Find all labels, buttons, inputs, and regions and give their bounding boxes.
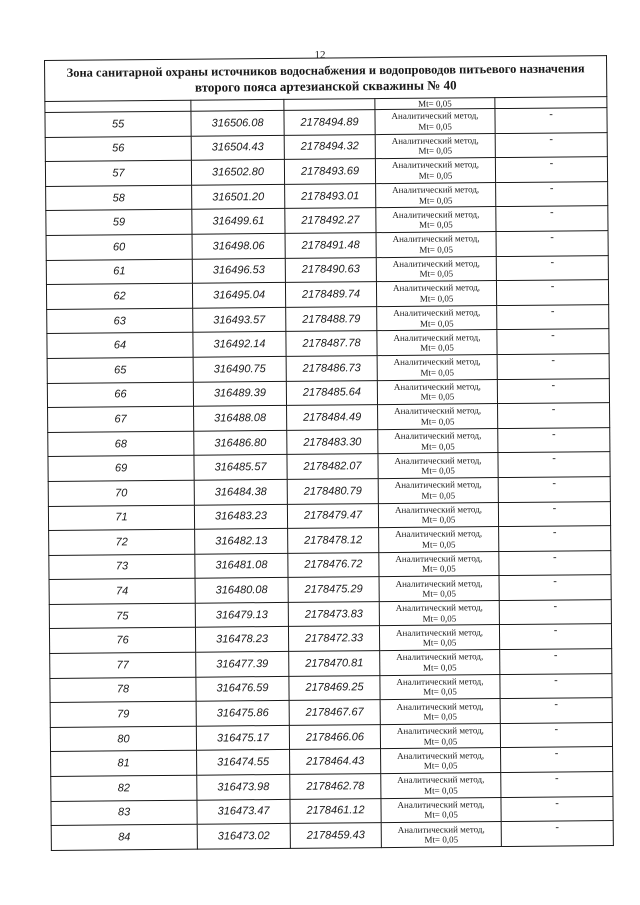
dash-cell: - xyxy=(501,747,613,773)
point-number: 58 xyxy=(46,185,192,211)
coordinate-x: 316486.80 xyxy=(194,430,287,455)
coordinate-x: 316493.57 xyxy=(193,307,286,332)
point-number: 63 xyxy=(47,308,193,334)
method-label: Аналитический метод, xyxy=(391,159,479,171)
method-label: Аналитический метод, xyxy=(391,110,479,122)
accuracy-label: Mt= 0,05 xyxy=(418,145,453,157)
point-number: 73 xyxy=(49,554,195,580)
method-label: Аналитический метод, xyxy=(393,307,481,319)
point-number: 79 xyxy=(50,701,196,727)
accuracy-label: Mt= 0,05 xyxy=(421,465,455,476)
method-label: Аналитический метод, xyxy=(397,749,485,761)
method-label: Аналитический метод, xyxy=(394,503,482,515)
coordinate-y: 2178487.78 xyxy=(286,331,377,356)
coordinate-x: 316477.39 xyxy=(196,651,289,676)
method-label: Аналитический метод, xyxy=(394,479,482,491)
coordinate-y: 2178469.25 xyxy=(289,675,380,700)
method-label: Аналитический метод, xyxy=(396,725,484,737)
point-number: 56 xyxy=(45,136,191,162)
accuracy-label: Mt= 0,05 xyxy=(422,613,457,624)
coordinate-x: 316473.47 xyxy=(197,799,290,824)
coordinate-x: 316492.14 xyxy=(193,332,286,357)
method-cell xyxy=(377,379,497,405)
method-label: Аналитический метод, xyxy=(397,799,485,810)
table-title-row xyxy=(45,56,607,102)
coordinate-y: 2178494.89 xyxy=(284,110,375,135)
method-cell xyxy=(381,748,501,774)
coordinate-y: 2178484.49 xyxy=(287,405,378,430)
point-number: 80 xyxy=(50,726,196,752)
method-cell xyxy=(381,822,501,848)
accuracy-label: Mt= 0,05 xyxy=(420,391,455,403)
method-cell xyxy=(378,404,498,430)
coordinate-y: 2178478.12 xyxy=(288,528,379,553)
accuracy-label: Mt= 0,05 xyxy=(420,342,454,353)
method-cell xyxy=(378,477,498,503)
coordinate-y: 2178467.67 xyxy=(289,700,380,725)
coordinate-y: 2178490.63 xyxy=(285,257,376,282)
dash-cell: - xyxy=(499,624,611,650)
point-number: 57 xyxy=(45,160,191,186)
dash-cell: - xyxy=(498,427,610,453)
method-label: Аналитический метод, xyxy=(394,454,482,466)
method-label: Аналитический метод, xyxy=(397,774,485,786)
dash-cell: - xyxy=(501,796,613,822)
dash-cell: - xyxy=(501,772,613,798)
accuracy-label: Mt= 0,05 xyxy=(419,244,454,255)
dash-cell: - xyxy=(498,501,610,527)
coordinate-x: 316484.38 xyxy=(194,479,287,504)
method-cell xyxy=(376,182,496,208)
coordinate-y: 2178473.83 xyxy=(288,601,379,626)
dash-cell: - xyxy=(495,108,607,134)
point-number: 66 xyxy=(47,382,193,408)
method-label: Аналитический метод, xyxy=(395,553,483,564)
dash-cell: - xyxy=(495,157,607,183)
method-cell xyxy=(378,502,498,528)
method-label: Аналитический метод, xyxy=(393,381,481,392)
dash-cell: - xyxy=(498,403,610,429)
method-cell xyxy=(379,551,499,577)
dash-cell: - xyxy=(496,231,608,257)
coordinate-x: 316474.55 xyxy=(197,750,290,775)
method-label: Аналитический метод, xyxy=(396,700,484,712)
coordinate-x: 316482.13 xyxy=(195,528,288,553)
coordinate-y: 2178485.64 xyxy=(286,380,377,405)
table-title-line-2: второго пояса артезианской скважины № 40 xyxy=(194,77,457,95)
coordinate-x: 316480.08 xyxy=(195,578,288,603)
method-cell xyxy=(377,305,497,331)
method-cell xyxy=(377,354,497,380)
accuracy-label: Mt= 0,05 xyxy=(418,121,452,132)
method-label: Аналитический метод, xyxy=(394,405,482,417)
point-number: 61 xyxy=(46,259,192,285)
table-title-line-1: Зона санитарной охраны источников водоснабжения и водопроводов питьевого назначения xyxy=(66,61,585,80)
point-number: 81 xyxy=(51,751,197,777)
dash-cell: - xyxy=(499,550,611,576)
method-label: Аналитический метод, xyxy=(392,233,480,245)
method-label: Аналитический метод, xyxy=(396,676,484,687)
coordinate-x: 316475.86 xyxy=(196,701,289,726)
coordinate-y: 2178470.81 xyxy=(289,651,380,676)
method-label: Аналитический метод, xyxy=(391,135,479,146)
method-cell xyxy=(375,109,495,135)
point-number: 65 xyxy=(47,357,193,383)
method-cell xyxy=(379,600,499,626)
coordinate-x: 316476.59 xyxy=(196,676,289,701)
coordinate-x: 316473.02 xyxy=(197,824,290,849)
dash-cell: - xyxy=(500,673,612,699)
dash-cell: - xyxy=(499,526,611,552)
accuracy-label: Mt= 0,05 xyxy=(423,711,458,722)
accuracy-label: Mt= 0,05 xyxy=(423,760,458,771)
coordinate-y: 2178464.43 xyxy=(290,749,381,774)
accuracy-label: Mt= 0,05 xyxy=(421,490,456,501)
coordinate-y: 2178480.79 xyxy=(287,479,378,504)
coordinate-y: 2178491.48 xyxy=(285,233,376,258)
dash-cell: - xyxy=(497,378,609,404)
coordinate-y: 2178486.73 xyxy=(286,356,377,381)
accuracy-label: Mt= 0,05 xyxy=(423,736,458,747)
dash-cell: - xyxy=(496,255,608,281)
point-number: 72 xyxy=(49,529,195,555)
coordinates-table xyxy=(44,55,614,851)
coordinate-x: 316475.17 xyxy=(196,725,289,750)
method-cell xyxy=(381,797,501,823)
method-label: Аналитический метод, xyxy=(395,602,483,614)
coordinate-y: 2178489.74 xyxy=(285,282,376,307)
coordinate-x: 316495.04 xyxy=(192,283,285,308)
coordinate-x: 316496.53 xyxy=(192,258,285,283)
method-label: Аналитический метод, xyxy=(393,331,481,343)
method-label: Аналитический метод, xyxy=(395,528,483,540)
point-number: 74 xyxy=(49,578,195,604)
coordinate-y: 2178459.43 xyxy=(290,823,381,848)
coordinate-y: 2178494.32 xyxy=(284,134,375,159)
dash-cell: - xyxy=(501,821,613,847)
coordinate-x: 316490.75 xyxy=(193,356,286,381)
method-label: Аналитический метод, xyxy=(395,626,484,638)
coordinate-x: 316485.57 xyxy=(194,455,287,480)
point-number: 60 xyxy=(46,234,192,260)
accuracy-label: Mt= 0,05 xyxy=(422,588,457,599)
dash-cell: - xyxy=(496,206,608,232)
accuracy-label: Mt= 0,05 xyxy=(424,834,459,845)
dash-cell: - xyxy=(495,132,607,158)
point-number: 78 xyxy=(50,677,196,703)
method-cell xyxy=(377,330,497,356)
method-cell xyxy=(378,453,498,479)
method-cell xyxy=(379,625,499,651)
coordinate-x: 316478.23 xyxy=(195,627,288,652)
accuracy-label: Mt= 0,05 xyxy=(419,317,454,329)
method-cell xyxy=(375,158,495,184)
coordinate-x: 316483.23 xyxy=(194,504,287,529)
coordinate-y: 2178462.78 xyxy=(290,774,381,799)
empty-cell xyxy=(191,99,284,111)
dash-cell: - xyxy=(498,476,610,502)
accuracy-label: Mt= 0,05 xyxy=(423,686,457,698)
dash-cell: - xyxy=(496,280,608,306)
method-label: Аналитический метод, xyxy=(392,258,480,269)
dash-cell: - xyxy=(498,452,610,478)
accuracy-label: Mt= 0,05 xyxy=(419,293,454,304)
dash-cell: - xyxy=(497,304,609,330)
coordinate-y: 2178476.72 xyxy=(288,552,379,577)
table-row xyxy=(51,821,613,850)
point-number: 71 xyxy=(48,505,194,531)
continuation-accuracy: Mt= 0,05 xyxy=(375,98,495,110)
accuracy-label: Mt= 0,05 xyxy=(424,785,458,796)
dash-cell: - xyxy=(500,649,612,675)
point-number: 76 xyxy=(49,628,195,654)
coordinate-x: 316498.06 xyxy=(192,233,285,258)
method-cell xyxy=(381,773,501,799)
method-label: Аналитический метод, xyxy=(394,430,482,441)
accuracy-label: Mt= 0,05 xyxy=(424,809,458,821)
coordinate-y: 2178488.79 xyxy=(286,306,377,331)
accuracy-label: Mt= 0,05 xyxy=(421,514,456,526)
dash-cell: - xyxy=(499,599,611,625)
method-cell xyxy=(378,428,498,454)
accuracy-label: Mt= 0,05 xyxy=(418,170,453,181)
coordinate-x: 316481.08 xyxy=(195,553,288,578)
point-number: 75 xyxy=(49,603,195,629)
dash-cell: - xyxy=(497,329,609,355)
method-label: Аналитический метод, xyxy=(395,577,483,589)
coordinate-y: 2178493.69 xyxy=(284,159,375,184)
dash-cell: - xyxy=(496,181,608,207)
coordinate-x: 316502.80 xyxy=(191,160,284,185)
dash-cell: - xyxy=(500,722,612,748)
method-cell xyxy=(379,576,499,602)
method-cell xyxy=(375,133,495,159)
method-cell xyxy=(379,527,499,553)
coordinate-x: 316501.20 xyxy=(192,184,285,209)
coordinate-y: 2178461.12 xyxy=(290,798,381,823)
coordinate-y: 2178479.47 xyxy=(287,503,378,528)
accuracy-label: Mt= 0,05 xyxy=(422,662,457,673)
accuracy-label: Mt= 0,05 xyxy=(420,416,455,427)
coordinate-y: 2178475.29 xyxy=(288,577,379,602)
coordinate-x: 316473.98 xyxy=(197,774,290,799)
accuracy-label: Mt= 0,05 xyxy=(421,539,456,550)
point-number: 55 xyxy=(45,111,191,137)
method-label: Аналитический метод, xyxy=(393,356,481,368)
page-number: 12 xyxy=(314,49,326,61)
method-label: Аналитический метод, xyxy=(392,282,481,294)
coordinate-y: 2178493.01 xyxy=(285,183,376,208)
accuracy-label: Mt= 0,05 xyxy=(422,563,456,575)
method-label: Аналитический метод, xyxy=(397,823,485,835)
accuracy-label: Mt= 0,05 xyxy=(419,219,453,230)
point-number: 70 xyxy=(48,480,194,506)
accuracy-label: Mt= 0,05 xyxy=(422,637,457,648)
point-number: 62 xyxy=(46,283,192,309)
empty-cell xyxy=(284,99,375,111)
coordinate-x: 316488.08 xyxy=(194,406,287,431)
method-label: Аналитический метод, xyxy=(392,184,480,196)
point-number: 69 xyxy=(48,456,194,482)
accuracy-label: Mt= 0,05 xyxy=(420,367,455,378)
dash-cell: - xyxy=(499,575,611,601)
dash-cell: - xyxy=(497,354,609,380)
accuracy-label: Mt= 0,05 xyxy=(418,195,453,206)
method-cell xyxy=(376,207,496,233)
point-number: 77 xyxy=(50,652,196,678)
coordinate-y: 2178483.30 xyxy=(287,429,378,454)
accuracy-label: Mt= 0,05 xyxy=(419,268,454,280)
point-number: 82 xyxy=(51,775,197,801)
point-number: 59 xyxy=(46,210,192,236)
coordinate-x: 316479.13 xyxy=(195,602,288,627)
coordinate-y: 2178472.33 xyxy=(288,626,379,651)
coordinate-x: 316506.08 xyxy=(191,110,284,135)
method-cell xyxy=(380,650,500,676)
point-number: 64 xyxy=(47,333,193,359)
accuracy-label: Mt= 0,05 xyxy=(421,440,455,452)
point-number: 83 xyxy=(51,800,197,826)
method-cell xyxy=(376,281,496,307)
method-label: Аналитический метод, xyxy=(396,651,484,663)
point-number: 68 xyxy=(48,431,194,457)
dash-cell: - xyxy=(500,698,612,724)
point-number: 84 xyxy=(51,824,197,850)
method-label: Аналитический метод, xyxy=(392,208,480,220)
coordinate-y: 2178466.06 xyxy=(289,724,380,749)
coordinate-x: 316504.43 xyxy=(191,135,284,160)
coordinate-x: 316489.39 xyxy=(193,381,286,406)
method-cell xyxy=(380,674,500,700)
method-cell xyxy=(380,699,500,725)
point-number: 67 xyxy=(48,406,194,432)
method-cell xyxy=(376,232,496,258)
coordinate-y: 2178492.27 xyxy=(285,208,376,233)
method-cell xyxy=(380,723,500,749)
coordinate-x: 316499.61 xyxy=(192,209,285,234)
table-title xyxy=(45,56,607,102)
method-cell xyxy=(376,256,496,282)
coordinate-y: 2178482.07 xyxy=(287,454,378,479)
